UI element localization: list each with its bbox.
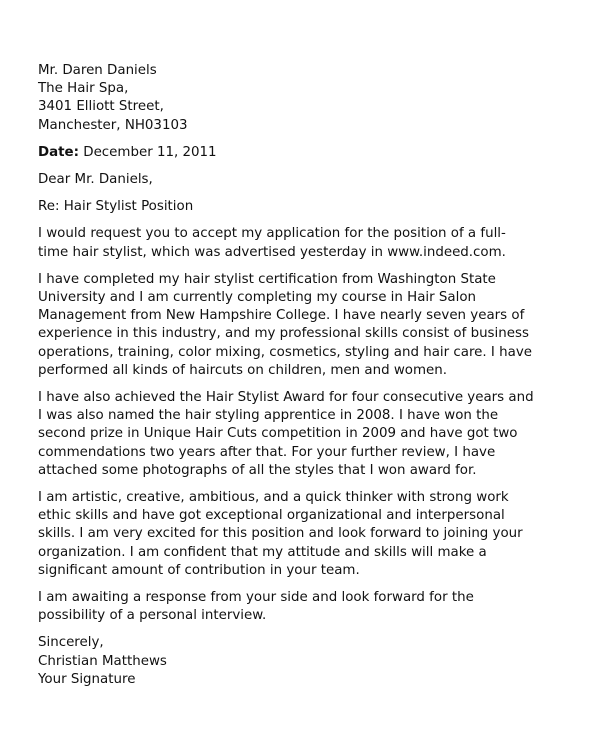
subject-line: Re: Hair Stylist Position (38, 199, 194, 215)
paragraph-line: operations, training, color mixing, cosmetics, styling and hair care. I have (38, 344, 532, 360)
signature-line: Your Signature (38, 671, 136, 687)
sender-name: Christian Matthews (38, 653, 167, 669)
paragraph-line: performed all kinds of haircuts on children, men and women. (38, 362, 447, 378)
paragraph-line: I am awaiting a response from your side and look forward for the (38, 590, 474, 606)
paragraph-line: University and I am currently completing my course in Hair Salon (38, 290, 477, 306)
paragraph-line: organization. I am confident that my attitude and skills will make a (38, 544, 487, 560)
paragraph-3 (38, 389, 578, 480)
recipient-address (38, 62, 578, 135)
recipient-city: Manchester, NH03103 (38, 117, 188, 133)
paragraph-line: experience in this industry, and my professional skills consist of business (38, 326, 529, 342)
paragraph-line: skills. I am very excited for this position and look forward to joining your (38, 526, 523, 542)
paragraph-line: attached some photographs of all the styles that I won award for. (38, 462, 477, 478)
recipient-street: 3401 Elliott Street, (38, 99, 164, 115)
salutation: Dear Mr. Daniels, (38, 172, 153, 188)
paragraph-line: I am artistic, creative, ambitious, and a quick thinker with strong work (38, 490, 509, 506)
recipient-name: Mr. Daren Daniels (38, 63, 157, 78)
valediction: Sincerely, (38, 635, 104, 651)
paragraph-1 (38, 225, 578, 261)
paragraph-line: possibility of a personal interview. (38, 608, 267, 624)
paragraph-line: commendations two years after that. For your further review, I have (38, 444, 496, 460)
paragraph-5 (38, 589, 578, 625)
paragraph-line: I have completed my hair stylist certification from Washington State (38, 271, 496, 287)
paragraph-line: I would request you to accept my application for the position of a full- (38, 226, 506, 242)
paragraph-line: significant amount of contribution in your team. (38, 562, 360, 578)
paragraph-line: I was also named the hair styling apprentice in 2008. I have won the (38, 408, 499, 424)
closing (38, 634, 578, 689)
paragraph-line: time hair stylist, which was advertised yesterday in www.indeed.com. (38, 244, 506, 260)
cover-letter (38, 62, 578, 689)
paragraph-4 (38, 489, 578, 580)
paragraph-line: second prize in Unique Hair Cuts competition in 2009 and have got two (38, 426, 518, 442)
paragraph-line: Management from New Hampshire College. I have nearly seven years of (38, 308, 525, 324)
date-value: December 11, 2011 (79, 144, 217, 160)
paragraph-2 (38, 271, 578, 380)
paragraph-line: I have also achieved the Hair Stylist Award for four consecutive years and (38, 390, 534, 406)
date-line (38, 144, 578, 162)
date-label: Date: (38, 144, 79, 160)
paragraph-line: ethic skills and have got exceptional organizational and interpersonal (38, 508, 505, 524)
recipient-company: The Hair Spa, (38, 81, 129, 97)
